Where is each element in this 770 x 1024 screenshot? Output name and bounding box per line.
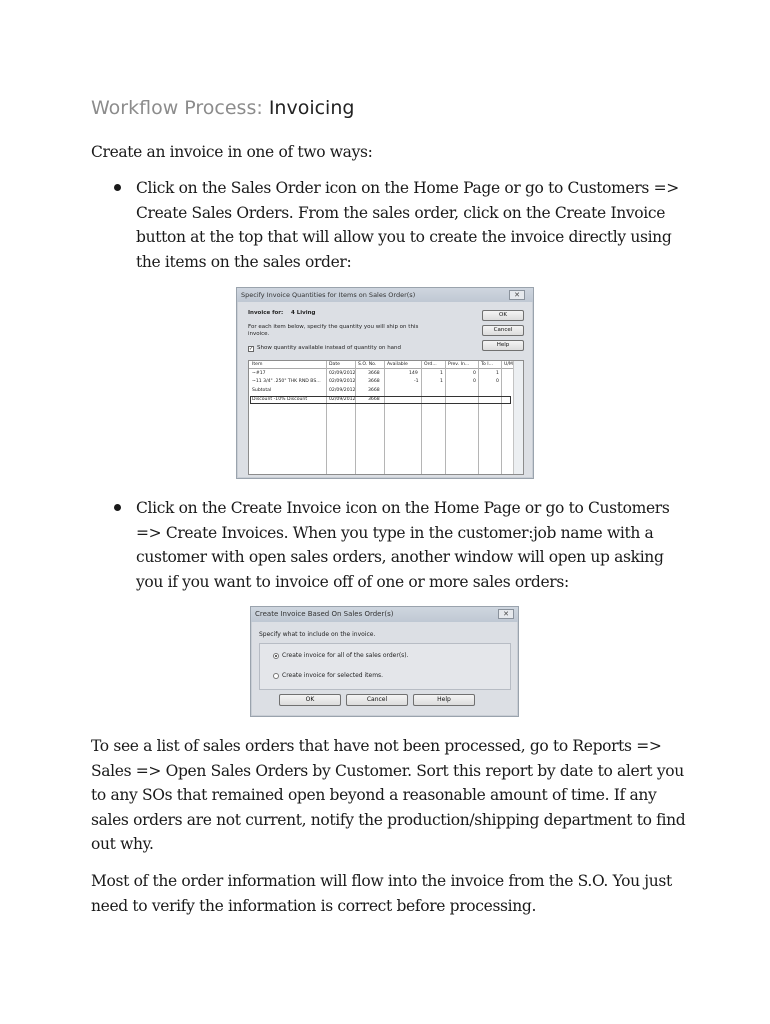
show-available-checkbox[interactable]: ✓ <box>249 346 254 352</box>
col-date: Date <box>329 362 340 367</box>
close-icon[interactable]: ✕ <box>498 609 514 619</box>
items-table <box>248 360 524 475</box>
title-main: Invoicing <box>268 97 355 119</box>
bullet-1-text: Click on the Sales Order icon on the Home Page or go to Customers => Create Sales Orders. From the sales order, click on the Create Invoice button at the top that will allow you to create the invoice directly using the items on the sales order: <box>136 179 679 271</box>
ok-button[interactable]: OK <box>279 694 341 706</box>
col-prev-invoiced: Prev. In... <box>448 362 470 367</box>
table-cell: 3668 <box>368 388 380 393</box>
table-cell: 1 <box>440 371 443 376</box>
table-row[interactable]: ~11 3/4" .250" THK RND BS... <box>252 379 321 384</box>
options-panel <box>259 643 511 690</box>
to-invoice-input[interactable]: 1 <box>496 371 499 376</box>
cancel-button[interactable]: Cancel <box>482 325 524 336</box>
close-icon[interactable]: ✕ <box>509 290 525 300</box>
col-um: U/M <box>504 362 513 367</box>
table-cell: 1 <box>440 379 443 384</box>
cancel-button[interactable]: Cancel <box>346 694 408 706</box>
invoice-for-label: Invoice for: <box>248 310 284 316</box>
table-scrollbar[interactable] <box>513 361 523 474</box>
title-prefix: Workflow Process: <box>91 97 263 119</box>
table-cell: 149 <box>409 371 418 376</box>
table-cell: 02/09/2012 <box>329 371 356 376</box>
bullet-icon <box>114 504 121 511</box>
col-available: Available <box>387 362 408 367</box>
option-all-label: Create invoice for all of the sales order(s). <box>282 652 409 659</box>
option-all-radio[interactable] <box>273 653 279 659</box>
help-button[interactable]: Help <box>482 340 524 351</box>
create-invoice-based-on-so-dialog <box>250 606 519 717</box>
dialog1-titlebar: Specify Invoice Quantities for Items on Sales Order(s) <box>237 288 533 302</box>
table-cell: 3668 <box>368 379 380 384</box>
col-to-invoice: To I... <box>481 362 494 367</box>
col-so-no: S.O. No. <box>358 362 377 367</box>
help-button[interactable]: Help <box>413 694 475 706</box>
option-selected-radio[interactable] <box>273 673 279 679</box>
invoice-for-value: 4 Living <box>291 310 316 316</box>
checkbox-label: Show quantity available instead of quantity on hand <box>257 345 402 351</box>
intro-text: Create an invoice in one of two ways: <box>91 143 373 161</box>
table-cell: 0 <box>473 371 476 376</box>
col-item: Item <box>252 362 263 367</box>
paragraph-order-information: Most of the order information will flow into the invoice from the S.O. You just need to verify the information is correct before processing. <box>91 872 672 915</box>
table-cell: 3668 <box>368 371 380 376</box>
table-row[interactable]: ~#17 <box>252 371 266 376</box>
table-cell: 0 <box>473 379 476 384</box>
table-cell: 02/09/2012 <box>329 397 356 402</box>
table-row[interactable]: Subtotal <box>252 388 272 393</box>
col-ordered: Ord... <box>424 362 437 367</box>
table-cell: 3668 <box>368 397 380 402</box>
table-cell: 02/09/2012 <box>329 379 356 384</box>
instruction-text: For each item below, specify the quantity you will ship on this invoice. <box>248 324 419 337</box>
dialog2-titlebar: Create Invoice Based On Sales Order(s) <box>251 607 518 622</box>
option-selected-label: Create invoice for selected items. <box>282 672 384 679</box>
bullet-icon <box>114 184 121 191</box>
paragraph-open-sales-orders: To see a list of sales orders that have not been processed, go to Reports => Sales => Open Sales Orders by Customer. Sort this report by date to alert you to any SOs that remained open beyond a reasonable amount of time. If any sales orders are not current, notify the production/shipping department to find out why. <box>91 737 686 853</box>
ok-button[interactable]: OK <box>482 310 524 321</box>
to-invoice-input[interactable]: 0 <box>496 379 499 384</box>
table-cell: 02/09/2012 <box>329 388 356 393</box>
table-row[interactable]: Discount -10% Discount <box>252 397 308 402</box>
table-cell: -1 <box>414 379 419 384</box>
table-header <box>249 361 513 369</box>
specify-invoice-quantities-dialog <box>236 287 534 479</box>
bullet-2-text: Click on the Create Invoice icon on the Home Page or go to Customers => Create Invoices. When you type in the customer:job name with a customer with open sales orders, another window will open up asking you if you want to invoice off of one or more sales orders: <box>136 499 670 591</box>
page-title <box>91 96 354 120</box>
prompt-text: Specify what to include on the invoice. <box>259 631 376 638</box>
